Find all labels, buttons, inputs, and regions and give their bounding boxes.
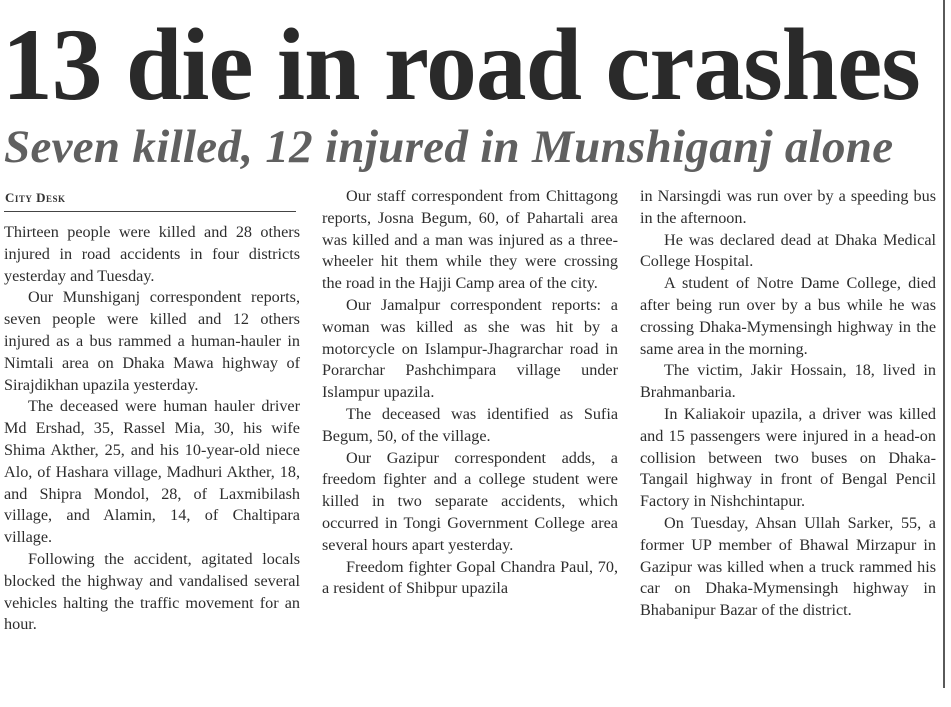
paragraph: Thirteen people were killed and 28 others injured in road accidents in four districts yesterday and Tuesday. — [4, 223, 300, 285]
paragraph: The victim, Jakir Hossain, 18, lived in Brahmanbaria. — [640, 361, 936, 402]
column-border-line — [943, 0, 945, 688]
subheadline: Seven killed, 12 injured in Munshiganj alone — [4, 121, 894, 173]
paragraph: Freedom fighter Gopal Chandra Paul, 70, a resident of Shibpur upazila — [322, 557, 618, 598]
paragraph: Our Jamalpur correspondent reports: a woman was killed as she was hit by a motorcycle on Islampur-Jhagrarchar road in Porarchar Pashchimpara village under Islampur upazila. — [322, 295, 618, 402]
byline-rule — [4, 211, 296, 212]
article-column-3 — [640, 186, 936, 622]
paragraph: A student of Notre Dame College, died after being run over by a bus while he was crossing Dhaka-Mymensingh highway in the same area in the morning. — [640, 274, 936, 358]
byline: City Desk — [5, 190, 66, 205]
paragraph: in Narsingdi was run over by a speeding bus in the afternoon. — [640, 187, 936, 227]
paragraph: The deceased was identified as Sufia Begum, 50, of the village. — [322, 404, 618, 445]
paragraph: On Tuesday, Ahsan Ullah Sarker, 55, a former UP member of Bhawal Mirzapur in Gazipur was killed when a truck rammed his car on Dhaka-Mymensingh highway in Bhabanipur Bazar of the district. — [640, 513, 936, 620]
article-column-2 — [322, 186, 618, 600]
paragraph: Our Gazipur correspondent adds, a freedom fighter and a college student were killed in two separate accidents, which occurred in Tongi Government College area several hours apart yesterday. — [322, 448, 618, 554]
paragraph: Our Munshiganj correspondent reports, seven people were killed and 12 others injured as a bus rammed a human-hauler in Nimtali area on Dhaka Mawa highway of Sirajdikhan upazila yesterday. — [4, 288, 300, 394]
article-column-1 — [4, 222, 300, 636]
paragraph: Following the accident, agitated locals blocked the highway and vandalised several vehicles halting the traffic movement for an hour. — [4, 549, 300, 634]
headline: 13 die in road crashes — [2, 8, 920, 122]
paragraph: He was declared dead at Dhaka Medical College Hospital. — [640, 230, 936, 271]
paragraph: Our staff correspondent from Chittagong reports, Josna Begum, 60, of Pahartali area was killed and a man was injured as a three-wheeler hit them while they were crossing the road in the Hajji Camp area of the city. — [322, 187, 618, 293]
paragraph: In Kaliakoir upazila, a driver was killed and 15 passengers were injured in a head-on collision between two buses on Dhaka-Tangail highway in front of Bengal Pencil Factory in Nishchintapur. — [640, 404, 936, 511]
paragraph: The deceased were human hauler driver Md Ershad, 35, Rassel Mia, 30, his wife Shima Akther, 25, and his 10-year-old niece Alo, of Hashara village, Madhuri Akther, 18, and Shipra Mondol, 28, of Laxmibilash village, and Alamin, 14, of Chaltipara village. — [4, 397, 300, 547]
